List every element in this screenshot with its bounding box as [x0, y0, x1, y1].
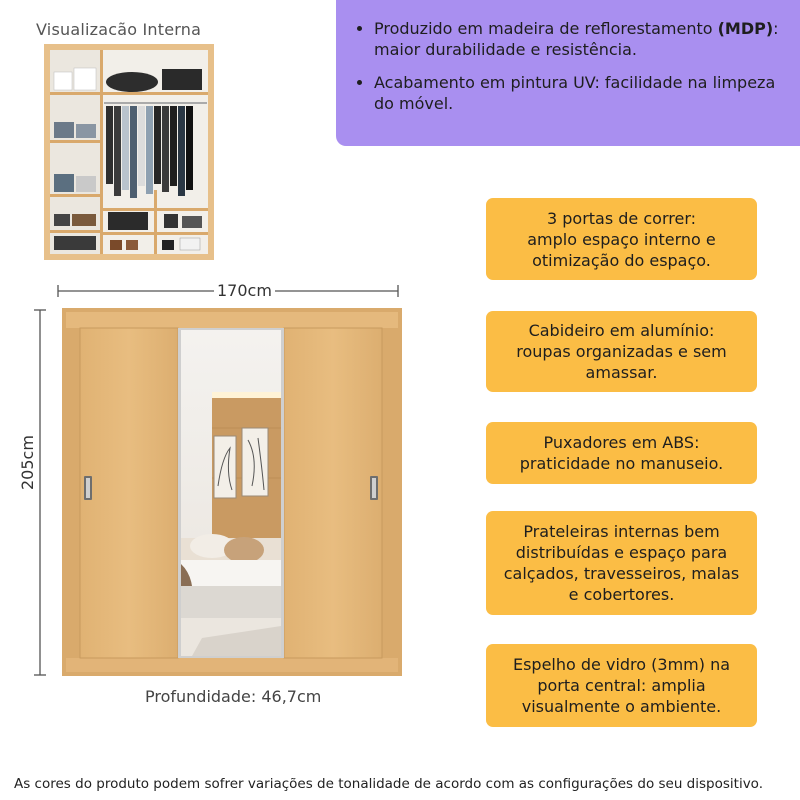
interior-view-illustration — [44, 44, 214, 260]
interior-view-title: Visualizacão Interna — [36, 20, 202, 39]
feature-aluminum-rail: Cabideiro em alumínio: roupas organizadas e sem amassar. — [486, 311, 757, 392]
color-disclaimer: As cores do produto podem sofrer variações de tonalidade de acordo com as configurações do seu dispositivo. — [14, 776, 763, 792]
feature-sliding-doors: 3 portas de correr: amplo espaço interno e otimização do espaço. — [486, 198, 757, 280]
depth-dimension: Profundidade: 46,7cm — [145, 687, 322, 706]
feature-abs-handles: Puxadores em ABS: praticidade no manuseio. — [486, 422, 757, 484]
height-dimension: 205cm — [18, 435, 37, 490]
feature-glass-mirror: Espelho de vidro (3mm) na porta central: amplia visualmente o ambiente. — [486, 644, 757, 727]
materials-panel — [336, 0, 800, 146]
feature-internal-shelves: Prateleiras internas bem distribuídas e espaço para calçados, travesseiros, malas e cobertores. — [486, 511, 757, 615]
width-dimension: 170cm — [214, 281, 275, 300]
material-item-mdp: • Produzido em madeira de reflorestamento (MDP): maior durabilidade e resistência. — [374, 18, 784, 60]
material-item-uv: • Acabamento em pintura UV: facilidade na limpeza do móvel. — [374, 72, 784, 114]
wardrobe-illustration — [62, 308, 402, 676]
